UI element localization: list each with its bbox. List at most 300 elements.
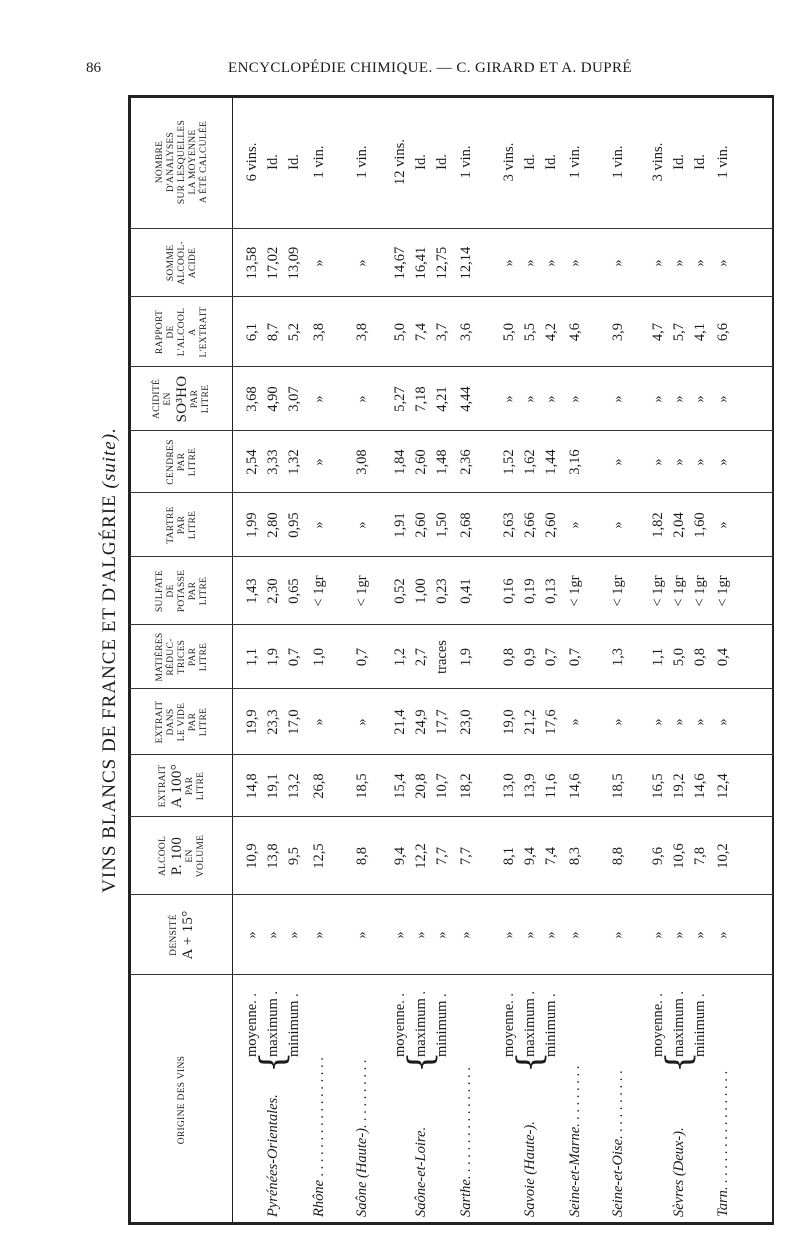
cell-alcool: 10,6 — [671, 843, 687, 869]
cell-matieres: 1,1 — [244, 647, 260, 667]
cell-nombre: 3 vins. — [501, 142, 517, 182]
cell-acidite: » — [610, 395, 626, 403]
cell-extraitvide: » — [715, 718, 731, 726]
cell-cendres: 1,62 — [522, 449, 538, 475]
cell-sulfate: < 1gr — [650, 575, 666, 607]
cell-cendres: 3,08 — [354, 449, 370, 475]
caption-suffix: (suite). — [99, 427, 120, 489]
brace-glyph: { — [253, 1051, 293, 1073]
cell-rapport: 6,6 — [715, 322, 731, 342]
cell-rapport: 3,8 — [354, 322, 370, 342]
stat-label-moyenne: moyenne. . — [244, 992, 260, 1057]
stat-label-maximum: maximum . — [265, 990, 281, 1057]
cell-extrait100: 14,8 — [244, 773, 260, 799]
cell-densite: » — [413, 931, 429, 939]
cell-extrait100: 13,0 — [501, 773, 517, 799]
origin-label: Sarthe. . . . . . . . . . . . . . . . — [458, 1066, 474, 1217]
cell-extraitvide: 21,2 — [522, 709, 538, 735]
cell-somme: » — [692, 259, 708, 267]
stat-label-maximum: maximum . — [413, 990, 429, 1057]
cell-rapport: 5,2 — [286, 322, 302, 342]
header-acidite-line2: EN — [163, 392, 173, 406]
cell-cendres: 1,48 — [434, 449, 450, 475]
cell-extraitvide: » — [354, 718, 370, 726]
cell-rapport: 5,0 — [501, 322, 517, 342]
cell-matieres: 0,7 — [354, 647, 370, 667]
cell-acidite: » — [543, 395, 559, 403]
cell-rapport: 4,1 — [692, 322, 708, 342]
cell-rapport: 8,7 — [265, 322, 281, 342]
cell-nombre: Id. — [413, 154, 429, 170]
cell-densite: » — [392, 931, 408, 939]
header-extraitvide-line1: EXTRAIT — [154, 700, 165, 744]
cell-tartre: 2,68 — [458, 512, 474, 538]
cell-sulfate: 0,23 — [434, 578, 450, 604]
cell-acidite: 4,21 — [434, 386, 450, 412]
cell-extrait100: 10,7 — [434, 773, 450, 799]
cell-extrait100: 15,4 — [392, 773, 408, 799]
header-extrait100-line1: EXTRAIT — [157, 764, 168, 808]
cell-sulfate: 0,16 — [501, 578, 517, 604]
cell-cendres: 1,32 — [286, 449, 302, 475]
cell-sulfate: 0,65 — [286, 578, 302, 604]
cell-tartre: » — [610, 521, 626, 529]
cell-extraitvide: » — [567, 718, 583, 726]
cell-sulfate: 1,43 — [244, 578, 260, 604]
cell-cendres: » — [671, 458, 687, 466]
header-rule — [232, 95, 233, 1225]
cell-densite: » — [715, 931, 731, 939]
cell-extrait100: 14,6 — [567, 773, 583, 799]
cell-matieres: 0,9 — [522, 647, 538, 667]
cell-densite: » — [265, 931, 281, 939]
cell-nombre: Id. — [286, 154, 302, 170]
cell-cendres: » — [610, 458, 626, 466]
header-acidite-line4: PAR — [190, 389, 200, 409]
cell-densite: » — [610, 931, 626, 939]
cell-rapport: 4,7 — [650, 322, 666, 342]
cell-densite: » — [354, 931, 370, 939]
header-cendres — [134, 431, 230, 493]
cell-tartre: 2,63 — [501, 512, 517, 538]
header-sulfate-line1: SULFATE — [154, 569, 165, 613]
cell-tartre: 1,99 — [244, 512, 260, 538]
header-alcool-line3: EN — [184, 849, 195, 863]
header-extraitvide-line5: LITRE — [198, 707, 209, 737]
stat-label-moyenne: moyenne. . — [392, 992, 408, 1057]
cell-sulfate: < 1gr — [692, 575, 708, 607]
cell-somme: 16,41 — [413, 246, 429, 280]
header-sulfate-line4: PAR — [187, 581, 198, 601]
cell-somme: » — [671, 259, 687, 267]
cell-rapport: 3,6 — [458, 322, 474, 342]
cell-sulfate: 0,52 — [392, 578, 408, 604]
cell-somme: 12,75 — [434, 246, 450, 280]
column-rule — [128, 974, 774, 975]
cell-extrait100: 26,8 — [311, 773, 327, 799]
cell-alcool: 13,8 — [265, 843, 281, 869]
cell-extraitvide: 24,9 — [413, 709, 429, 735]
cell-acidite: » — [501, 395, 517, 403]
cell-extraitvide: 19,9 — [244, 709, 260, 735]
cell-alcool: 7,7 — [434, 846, 450, 866]
header-extraitvide-line2: DANS — [165, 708, 176, 736]
cell-somme: 17,02 — [265, 246, 281, 280]
origin-label: Sèvres (Deux-). — [671, 1127, 687, 1217]
cell-matieres: 0,7 — [286, 647, 302, 667]
cell-matieres: traces — [434, 640, 450, 674]
header-rapport-line2: DE — [165, 325, 176, 339]
cell-rapport: 4,6 — [567, 322, 583, 342]
cell-acidite: 3,07 — [286, 386, 302, 412]
cell-tartre: 0,95 — [286, 512, 302, 538]
cell-somme: » — [567, 259, 583, 267]
cell-somme: » — [522, 259, 538, 267]
origin-label: Seine-et-Marne. . . . . . . . . — [567, 1065, 583, 1217]
cell-extraitvide: 17,6 — [543, 709, 559, 735]
cell-matieres: 0,4 — [715, 647, 731, 667]
header-alcool-line2: P. 100 — [168, 836, 185, 876]
cell-extrait100: 16,5 — [650, 773, 666, 799]
cell-rapport: 5,7 — [671, 322, 687, 342]
cell-rapport: 6,1 — [244, 322, 260, 342]
cell-alcool: 12,2 — [413, 843, 429, 869]
cell-nombre: Id. — [692, 154, 708, 170]
cell-matieres: 1,2 — [392, 647, 408, 667]
origin-label: Tarn. . . . . . . . . . . . . . . . . — [715, 1070, 731, 1217]
cell-nombre: Id. — [265, 154, 281, 170]
cell-acidite: 3,68 — [244, 386, 260, 412]
cell-alcool: 7,8 — [692, 846, 708, 866]
cell-densite: » — [434, 931, 450, 939]
cell-nombre: 1 vin. — [458, 145, 474, 179]
cell-somme: 14,67 — [392, 246, 408, 280]
header-extrait100-line2: A 100° — [168, 763, 185, 809]
cell-tartre: 1,50 — [434, 512, 450, 538]
cell-rapport: 5,0 — [392, 322, 408, 342]
cell-alcool: 9,4 — [522, 846, 538, 866]
cell-alcool: 7,7 — [458, 846, 474, 866]
page-header — [0, 50, 800, 84]
cell-nombre: 1 vin. — [311, 145, 327, 179]
cell-cendres: » — [692, 458, 708, 466]
cell-densite: » — [567, 931, 583, 939]
header-nombre-line5: A ÉTÉ CALCULÉE — [198, 120, 209, 204]
header-rapport-line3: L'ALCOOL — [176, 307, 187, 357]
cell-sulfate: 0,13 — [543, 578, 559, 604]
cell-extrait100: 18,5 — [610, 773, 626, 799]
header-alcool-line4: VOLUME — [195, 834, 206, 878]
cell-somme: » — [311, 259, 327, 267]
cell-extrait100: 20,8 — [413, 773, 429, 799]
cell-matieres: 1,9 — [458, 647, 474, 667]
cell-alcool: 8,3 — [567, 846, 583, 866]
stat-label-minimum: minimum . — [434, 993, 450, 1057]
cell-sulfate: 2,30 — [265, 578, 281, 604]
stat-label-minimum: minimum . — [692, 993, 708, 1057]
stat-label-maximum: maximum . — [671, 990, 687, 1057]
cell-cendres: 1,52 — [501, 449, 517, 475]
cell-densite: » — [501, 931, 517, 939]
cell-tartre: 2,60 — [413, 512, 429, 538]
cell-extraitvide: » — [610, 718, 626, 726]
cell-tartre: 2,66 — [522, 512, 538, 538]
cell-acidite: 7,18 — [413, 386, 429, 412]
cell-extrait100: 19,2 — [671, 773, 687, 799]
cell-extraitvide: 17,0 — [286, 709, 302, 735]
cell-sulfate: 1,00 — [413, 578, 429, 604]
stat-label-maximum: maximum . — [522, 990, 538, 1057]
cell-cendres: 2,60 — [413, 449, 429, 475]
cell-tartre: » — [715, 521, 731, 529]
cell-extrait100: 19,1 — [265, 773, 281, 799]
cell-somme: 12,14 — [458, 246, 474, 280]
cell-extrait100: 18,2 — [458, 773, 474, 799]
header-extraitvide — [134, 689, 230, 755]
cell-nombre: 1 vin. — [715, 145, 731, 179]
stat-label-minimum: minimum . — [286, 993, 302, 1057]
cell-acidite: » — [311, 395, 327, 403]
cell-sulfate: < 1gr — [610, 575, 626, 607]
header-acidite-line3: SO³HO — [174, 375, 190, 423]
cell-acidite: » — [715, 395, 731, 403]
cell-rapport: 4,2 — [543, 322, 559, 342]
brace-glyph: { — [510, 1051, 550, 1073]
cell-acidite: 4,44 — [458, 386, 474, 412]
cell-extrait100: 11,6 — [543, 773, 559, 799]
cell-cendres: 3,16 — [567, 449, 583, 475]
header-rapport-line5: L'EXTRAIT — [198, 306, 209, 358]
header-extraitvide-line3: LE VIDE — [176, 702, 187, 742]
cell-nombre: 1 vin. — [354, 145, 370, 179]
cell-cendres: 2,36 — [458, 449, 474, 475]
header-acidite-line5: LITRE — [201, 384, 211, 414]
header-extrait100-line3: PAR — [184, 776, 195, 796]
origin-label: Seine-et-Oise. . . . . . . . . . — [610, 1070, 626, 1217]
cell-tartre: » — [567, 521, 583, 529]
cell-cendres: 1,44 — [543, 449, 559, 475]
origin-label: Rhône . . . . . . . . . . . . . . . . . — [311, 1056, 327, 1217]
cell-nombre: Id. — [434, 154, 450, 170]
cell-cendres: » — [715, 458, 731, 466]
cell-nombre: Id. — [671, 154, 687, 170]
cell-nombre: Id. — [543, 154, 559, 170]
origin-label: Saône (Haute-). . . . . . . . . . — [354, 1059, 370, 1217]
cell-nombre: Id. — [522, 154, 538, 170]
header-matieres-line2: RÉDUC- — [165, 638, 176, 676]
cell-rapport: 3,9 — [610, 322, 626, 342]
cell-tartre: 1,91 — [392, 512, 408, 538]
cell-acidite: 4,90 — [265, 386, 281, 412]
cell-extraitvide: » — [311, 718, 327, 726]
header-extrait100-line4: LITRE — [195, 771, 206, 801]
cell-matieres: 5,0 — [671, 647, 687, 667]
cell-densite: » — [244, 931, 260, 939]
cell-alcool: 10,9 — [244, 843, 260, 869]
cell-densite: » — [458, 931, 474, 939]
cell-sulfate: 0,41 — [458, 578, 474, 604]
cell-cendres: » — [650, 458, 666, 466]
cell-densite: » — [671, 931, 687, 939]
stat-label-minimum: minimum . — [543, 993, 559, 1057]
cell-densite: » — [543, 931, 559, 939]
rotated-table — [128, 95, 774, 1225]
header-rapport-line1: RAPPORT — [154, 309, 165, 355]
header-nombre-line1: NOMBRE — [154, 140, 165, 184]
header-acidite-line1: ACIDITÉ — [152, 378, 162, 420]
cell-extrait100: 13,9 — [522, 773, 538, 799]
brace-glyph: { — [401, 1051, 441, 1073]
cell-alcool: 8,1 — [501, 846, 517, 866]
cell-densite: » — [311, 931, 327, 939]
cell-nombre: 6 vins. — [244, 142, 260, 182]
cell-cendres: 1,84 — [392, 449, 408, 475]
cell-nombre: 1 vin. — [567, 145, 583, 179]
cell-alcool: 9,4 — [392, 846, 408, 866]
cell-densite: » — [650, 931, 666, 939]
cell-acidite: » — [567, 395, 583, 403]
cell-rapport: 3,8 — [311, 322, 327, 342]
cell-nombre: 1 vin. — [610, 145, 626, 179]
cell-sulfate: < 1gr — [567, 575, 583, 607]
table-header-row — [128, 95, 232, 1225]
cell-alcool: 8,8 — [354, 846, 370, 866]
header-rapport — [134, 297, 230, 367]
header-tartre-line3: LITRE — [187, 510, 198, 540]
header-tartre — [134, 493, 230, 557]
header-matieres-line1: MATIÈRES — [154, 632, 165, 682]
cell-densite: » — [692, 931, 708, 939]
origin-label: Saône-et-Loire. — [413, 1126, 429, 1217]
header-somme-line3: ACIDE — [187, 247, 198, 279]
header-origin-text: ORIGINE DES VINS — [176, 1055, 187, 1145]
header-somme-line2: ALCOOL- — [176, 241, 187, 285]
header-nombre — [134, 95, 230, 229]
header-cendres-line3: LITRE — [187, 447, 198, 477]
cell-tartre: 1,60 — [692, 512, 708, 538]
cell-somme: 13,58 — [244, 246, 260, 280]
column-rule — [128, 894, 774, 895]
cell-matieres: 2,7 — [413, 647, 429, 667]
cell-somme: » — [543, 259, 559, 267]
cell-extraitvide: » — [671, 718, 687, 726]
cell-matieres: 1,9 — [265, 647, 281, 667]
cell-somme: » — [354, 259, 370, 267]
header-extrait100 — [134, 755, 230, 817]
cell-extrait100: 13,2 — [286, 773, 302, 799]
header-somme — [134, 229, 230, 297]
header-cendres-line2: PAR — [176, 452, 187, 472]
cell-alcool: 12,5 — [311, 843, 327, 869]
cell-matieres: 1,1 — [650, 647, 666, 667]
cell-somme: » — [610, 259, 626, 267]
stat-label-moyenne: moyenne. . — [650, 992, 666, 1057]
cell-somme: » — [650, 259, 666, 267]
cell-densite: » — [286, 931, 302, 939]
cell-alcool: 7,4 — [543, 846, 559, 866]
cell-acidite: » — [671, 395, 687, 403]
cell-acidite: » — [650, 395, 666, 403]
cell-matieres: 0,8 — [692, 647, 708, 667]
origin-label: Savoie (Haute-). — [522, 1121, 538, 1217]
header-acidite — [134, 367, 230, 431]
cell-somme: » — [501, 259, 517, 267]
header-extraitvide-line4: PAR — [187, 712, 198, 732]
cell-somme: » — [715, 259, 731, 267]
cell-acidite: » — [354, 395, 370, 403]
cell-alcool: 8,8 — [610, 846, 626, 866]
header-sulfate-line3: POTASSE — [176, 569, 187, 613]
cell-tartre: 2,60 — [543, 512, 559, 538]
cell-extraitvide: » — [650, 718, 666, 726]
header-tartre-line1: TARTRE — [165, 506, 176, 544]
header-sulfate-line5: LITRE — [198, 576, 209, 606]
cell-tartre: » — [311, 521, 327, 529]
cell-extrait100: 18,5 — [354, 773, 370, 799]
page-number: 86 — [86, 60, 101, 76]
header-alcool-line1: ALCOOL — [157, 835, 168, 877]
header-matieres-line3: TRICES — [176, 639, 187, 675]
cell-matieres: 1,0 — [311, 647, 327, 667]
cell-cendres: » — [311, 458, 327, 466]
cell-acidite: 5,27 — [392, 386, 408, 412]
header-nombre-line4: LA MOYENNE — [187, 129, 198, 195]
cell-acidite: » — [692, 395, 708, 403]
cell-tartre: 1,82 — [650, 512, 666, 538]
header-sulfate-line2: DE — [165, 584, 176, 598]
cell-sulfate: 0,19 — [522, 578, 538, 604]
cell-tartre: 2,80 — [265, 512, 281, 538]
header-densite-line1: DENSITÉ — [168, 914, 179, 956]
stat-label-moyenne: moyenne. . — [501, 992, 517, 1057]
header-matieres-line5: LITRE — [198, 642, 209, 672]
cell-matieres: 1,3 — [610, 647, 626, 667]
cell-sulfate: < 1gr — [354, 575, 370, 607]
cell-extraitvide: 19,0 — [501, 709, 517, 735]
cell-rapport: 3,7 — [434, 322, 450, 342]
header-somme-line1: SOMME — [165, 244, 176, 282]
cell-sulfate: < 1gr — [715, 575, 731, 607]
header-nombre-line3: SUR LESQUELLES — [176, 119, 187, 205]
cell-extraitvide: 17,7 — [434, 709, 450, 735]
header-tartre-line2: PAR — [176, 515, 187, 535]
cell-alcool: 9,6 — [650, 846, 666, 866]
cell-extraitvide: 21,4 — [392, 709, 408, 735]
cell-tartre: 2,04 — [671, 512, 687, 538]
cell-nombre: 12 vins. — [392, 139, 408, 185]
cell-extrait100: 12,4 — [715, 773, 731, 799]
header-densite-line2: A + 15° — [179, 910, 196, 960]
cell-sulfate: < 1gr — [671, 575, 687, 607]
header-rapport-line4: A — [187, 328, 198, 336]
cell-alcool: 10,2 — [715, 843, 731, 869]
cell-extraitvide: 23,3 — [265, 709, 281, 735]
header-matieres-line4: PAR — [187, 647, 198, 667]
cell-extraitvide: » — [692, 718, 708, 726]
header-densite — [134, 895, 230, 975]
cell-extraitvide: 23,0 — [458, 709, 474, 735]
cell-matieres: 0,7 — [543, 647, 559, 667]
brace-glyph: { — [659, 1051, 699, 1073]
cell-nombre: 3 vins. — [650, 142, 666, 182]
cell-cendres: 2,54 — [244, 449, 260, 475]
origin-label: Pyrénées-Orientales. — [265, 1094, 281, 1217]
cell-rapport: 7,4 — [413, 322, 429, 342]
cell-acidite: » — [522, 395, 538, 403]
cell-densite: » — [522, 931, 538, 939]
cell-somme: 13,09 — [286, 246, 302, 280]
cell-alcool: 9,5 — [286, 846, 302, 866]
